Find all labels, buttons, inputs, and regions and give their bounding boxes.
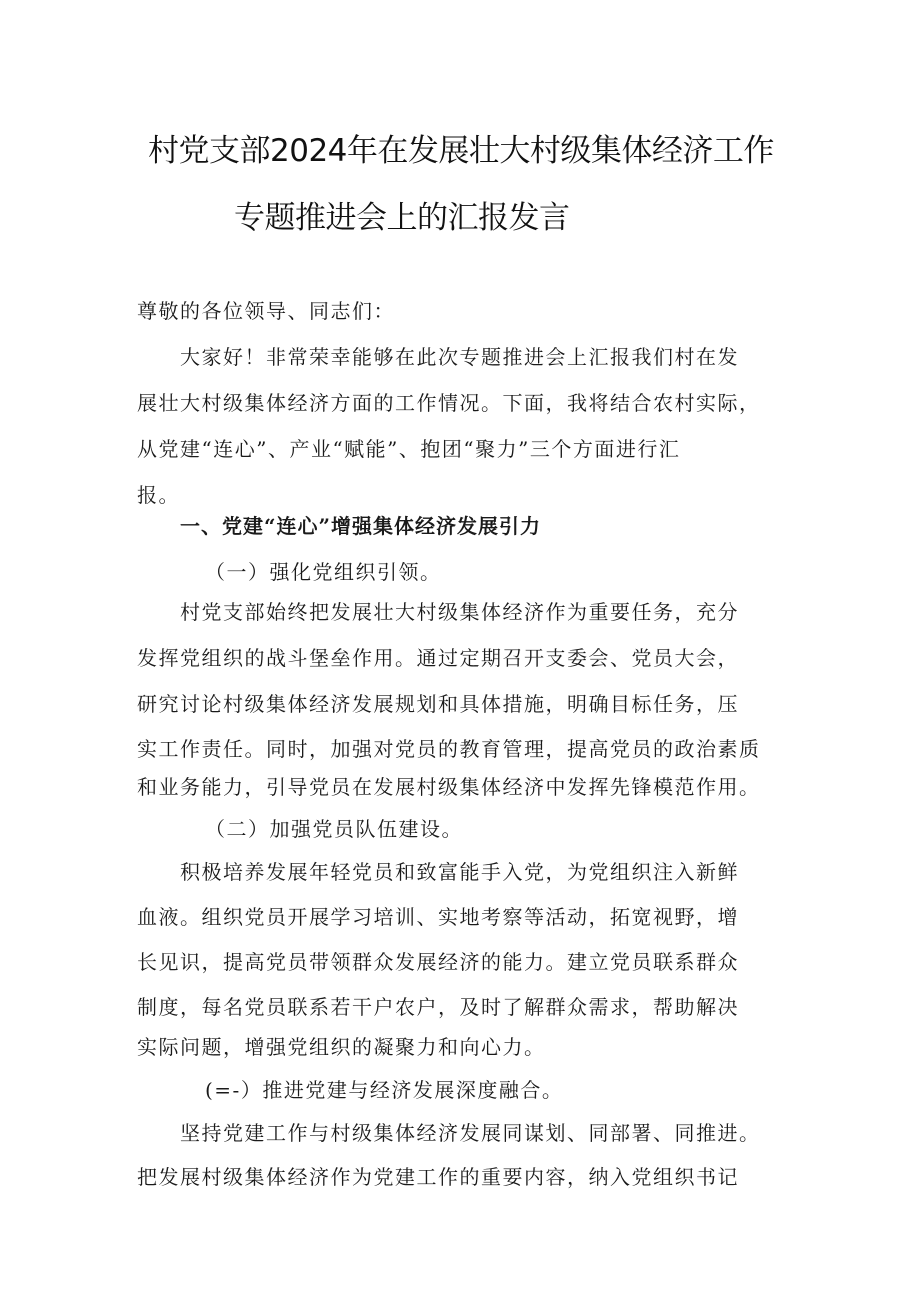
subsection-heading: （一）强化党组织引领。 (205, 560, 442, 584)
section-heading: 一、党建“连心”增强集体经济发展引力 (180, 514, 542, 538)
document-title-line-1: 村党支部2024年在发展壮大村级集体经济工作 (148, 133, 774, 169)
paragraph-line: 大家好！非常荣幸能够在此次专题推进会上汇报我们村在发 (180, 345, 739, 369)
paragraph-line: 实工作责任。同时，加强对党员的教育管理，提高党员的政治素质 (137, 737, 761, 761)
paragraph-line: 血液。组织党员开展学习培训、实地考察等活动，拓宽视野，增 (137, 905, 739, 929)
paragraph-line: 坚持党建工作与村级集体经济发展同谋划、同部署、同推进。 (180, 1121, 761, 1145)
paragraph-line: 长见识，提高党员带领群众发展经济的能力。建立党员联系群众 (137, 950, 739, 974)
salutation: 尊敬的各位领导、同志们： (137, 299, 395, 323)
paragraph-line: 研究讨论村级集体经济发展规划和具体措施，明确目标任务，压 (137, 692, 739, 716)
subsection-heading: (=-）推进党建与经济发展深度融合。 (205, 1078, 564, 1102)
paragraph-line: 村党支部始终把发展壮大村级集体经济作为重要任务，充分 (180, 600, 739, 624)
paragraph-line: 从党建“连心”、产业“赋能”、抱团“聚力”三个方面进行汇 (137, 437, 681, 461)
paragraph-line: 实际问题，增强党组织的凝聚力和向心力。 (137, 1035, 546, 1059)
paragraph-line: 和业务能力，引导党员在发展村级集体经济中发挥先锋模范作用。 (137, 775, 761, 799)
paragraph-line: 报。 (137, 483, 180, 507)
subsection-heading: （二）加强党员队伍建设。 (205, 817, 463, 841)
document-title-line-2: 专题推进会上的汇报发言 (234, 200, 570, 236)
paragraph-line: 发挥党组织的战斗堡垒作用。通过定期召开支委会、党员大会， (137, 646, 739, 670)
paragraph-line: 把发展村级集体经济作为党建工作的重要内容，纳入党组织书记 (137, 1165, 739, 1189)
paragraph-line: 制度，每名党员联系若干户农户，及时了解群众需求，帮助解决 (137, 995, 739, 1019)
paragraph-line: 展壮大村级集体经济方面的工作情况。下面，我将结合农村实际， (137, 391, 761, 415)
paragraph-line: 积极培养发展年轻党员和致富能手入党，为党组织注入新鲜 (180, 860, 739, 884)
